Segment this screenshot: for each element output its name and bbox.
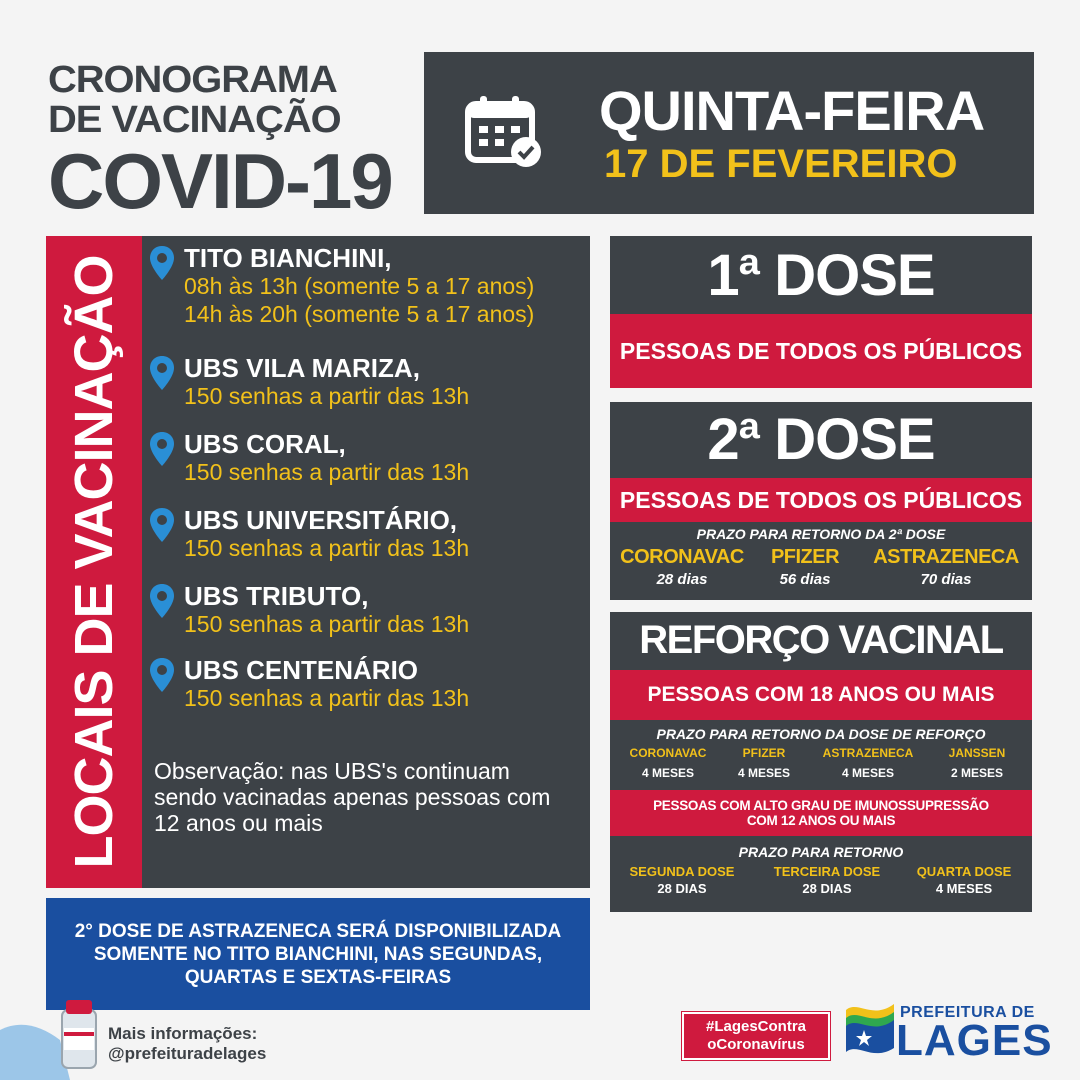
second-dose-prazo: PRAZO PARA RETORNO DA 2ª DOSE	[696, 526, 946, 542]
location-item	[150, 354, 469, 410]
immunosuppressed-band	[610, 790, 1032, 836]
more-info	[108, 1024, 266, 1064]
return-prazo: PRAZO PARA RETORNO	[738, 844, 904, 860]
second-dose-vaccine	[750, 546, 860, 588]
main-title	[48, 59, 408, 225]
map-pin-icon	[150, 246, 174, 280]
map-pin-icon	[150, 658, 174, 692]
location-item	[150, 430, 469, 486]
map-pin-icon	[150, 508, 174, 542]
map-pin-icon	[150, 432, 174, 466]
second-dose-title: 2ª DOSE	[707, 407, 935, 472]
vaccine-name: JANSSEN	[948, 746, 1006, 760]
booster-vaccine	[808, 746, 928, 780]
day-name: QUINTA-FEIRA	[599, 79, 985, 142]
location-item	[150, 506, 469, 562]
booster-vaccine	[928, 746, 1026, 780]
observation-text: Observação: nas UBS's continuam sendo vacinadas apenas pessoas com 12 anos ou mais	[154, 758, 551, 836]
logo-lages: LAGES	[896, 1016, 1053, 1065]
second-dose-vaccine	[864, 546, 1028, 588]
vaccine-name: ASTRAZENECA	[822, 746, 914, 760]
hashtag-line-1: #LagesContra	[705, 1018, 807, 1035]
location-info: 150 senhas a partir das 13h	[184, 383, 470, 409]
location-item	[150, 656, 469, 712]
title-line-1: CRONOGRAMA	[48, 59, 337, 101]
location-info: 14h às 20h (somente 5 a 17 anos)	[184, 301, 535, 327]
return-dose-interval: 28 DIAS	[657, 881, 707, 896]
social-handle: @prefeituradelages	[108, 1044, 267, 1063]
location-name: UBS CORAL,	[184, 429, 346, 459]
vaccine-name: PFIZER	[742, 746, 786, 760]
vaccine-interval: 28 dias	[656, 571, 708, 588]
first-dose-audience-band	[610, 314, 1032, 388]
location-info: 150 senhas a partir das 13h	[184, 685, 470, 711]
booster-audience-band	[610, 670, 1032, 720]
return-dose-name: QUARTA DOSE	[916, 864, 1012, 879]
return-item	[900, 864, 1028, 896]
first-dose-title: 1ª DOSE	[707, 243, 935, 308]
second-dose-audience-band	[610, 478, 1032, 522]
location-info: 08h às 13h (somente 5 a 17 anos)	[184, 273, 535, 299]
booster-prazo: PRAZO PARA RETORNO DA DOSE DE REFORÇO	[656, 726, 986, 742]
title-line-2: DE VACINAÇÃO	[48, 99, 341, 141]
vaccine-interval: 2 MESES	[950, 766, 1004, 780]
vaccine-vial-icon	[0, 990, 110, 1080]
locations-panel	[46, 236, 590, 888]
immunosuppressed-line-1: PESSOAS COM ALTO GRAU DE IMUNOSSUPRESSÃO	[653, 798, 989, 813]
vaccine-interval: 70 dias	[920, 571, 972, 588]
more-info-label: Mais informações:	[108, 1024, 258, 1043]
vaccine-name: CORONAVAC	[629, 746, 707, 760]
locations-title: LOCAIS DE VACINAÇÃO	[64, 255, 124, 869]
location-name: UBS CENTENÁRIO	[184, 655, 419, 685]
location-info: 150 senhas a partir das 13h	[184, 459, 470, 485]
hashtag-badge	[682, 1012, 830, 1060]
booster-vaccine	[720, 746, 808, 780]
astrazeneca-notice	[46, 898, 590, 1010]
vaccine-interval: 56 dias	[779, 571, 831, 588]
notice-text: 2° DOSE DE ASTRAZENECA SERÁ DISPONIBILIZADA SOMENTE NO TITO BIANCHINI, NAS SEGUNDAS, QUARTAS E SEXTAS-FEIRAS	[74, 920, 562, 988]
location-item	[150, 244, 534, 328]
vaccine-interval: 4 MESES	[841, 766, 895, 780]
calendar-check-icon	[464, 92, 544, 172]
second-dose-audience: PESSOAS DE TODOS OS PÚBLICOS	[619, 486, 1023, 513]
second-dose-vaccine	[614, 546, 750, 588]
date-box	[424, 52, 1034, 214]
logo-prefeitura: PREFEITURA DE	[900, 1004, 1035, 1021]
return-dose-name: TERCEIRA DOSE	[773, 864, 881, 879]
day-date: 17 DE FEVEREIRO	[604, 142, 958, 186]
vaccine-name: CORONAVAC	[620, 546, 744, 568]
second-dose-panel	[610, 402, 1032, 600]
vaccine-name: PFIZER	[770, 546, 840, 568]
location-name: UBS UNIVERSITÁRIO,	[184, 505, 458, 535]
first-dose-panel	[610, 236, 1032, 388]
location-name: UBS TRIBUTO,	[184, 581, 369, 611]
location-item	[150, 582, 469, 638]
hashtag-line-2: oCoronavírus	[707, 1036, 805, 1053]
title-line-3: COVID-19	[48, 137, 392, 225]
location-info: 150 senhas a partir das 13h	[184, 535, 470, 561]
booster-panel	[610, 612, 1032, 912]
return-item	[760, 864, 894, 896]
booster-audience: PESSOAS COM 18 ANOS OU MAIS	[647, 683, 995, 706]
booster-title: REFORÇO VACINAL	[639, 618, 1003, 662]
first-dose-audience: PESSOAS DE TODOS OS PÚBLICOS	[619, 337, 1023, 364]
map-pin-icon	[150, 584, 174, 618]
return-dose-name: SEGUNDA DOSE	[629, 864, 735, 879]
return-item	[616, 864, 748, 896]
city-flag-icon	[842, 1004, 898, 1060]
locations-title-strip	[46, 236, 142, 888]
location-name: UBS VILA MARIZA,	[184, 353, 420, 383]
map-pin-icon	[150, 356, 174, 390]
return-dose-interval: 28 DIAS	[802, 881, 852, 896]
vaccine-interval: 4 MESES	[737, 766, 791, 780]
vaccine-name: ASTRAZENECA	[873, 546, 1019, 568]
booster-vaccine	[616, 746, 720, 780]
location-name: TITO BIANCHINI,	[184, 243, 392, 273]
return-dose-interval: 4 MESES	[935, 881, 993, 896]
immunosuppressed-line-2: COM 12 ANOS OU MAIS	[746, 813, 896, 828]
vaccine-interval: 4 MESES	[641, 766, 695, 780]
location-info: 150 senhas a partir das 13h	[184, 611, 470, 637]
